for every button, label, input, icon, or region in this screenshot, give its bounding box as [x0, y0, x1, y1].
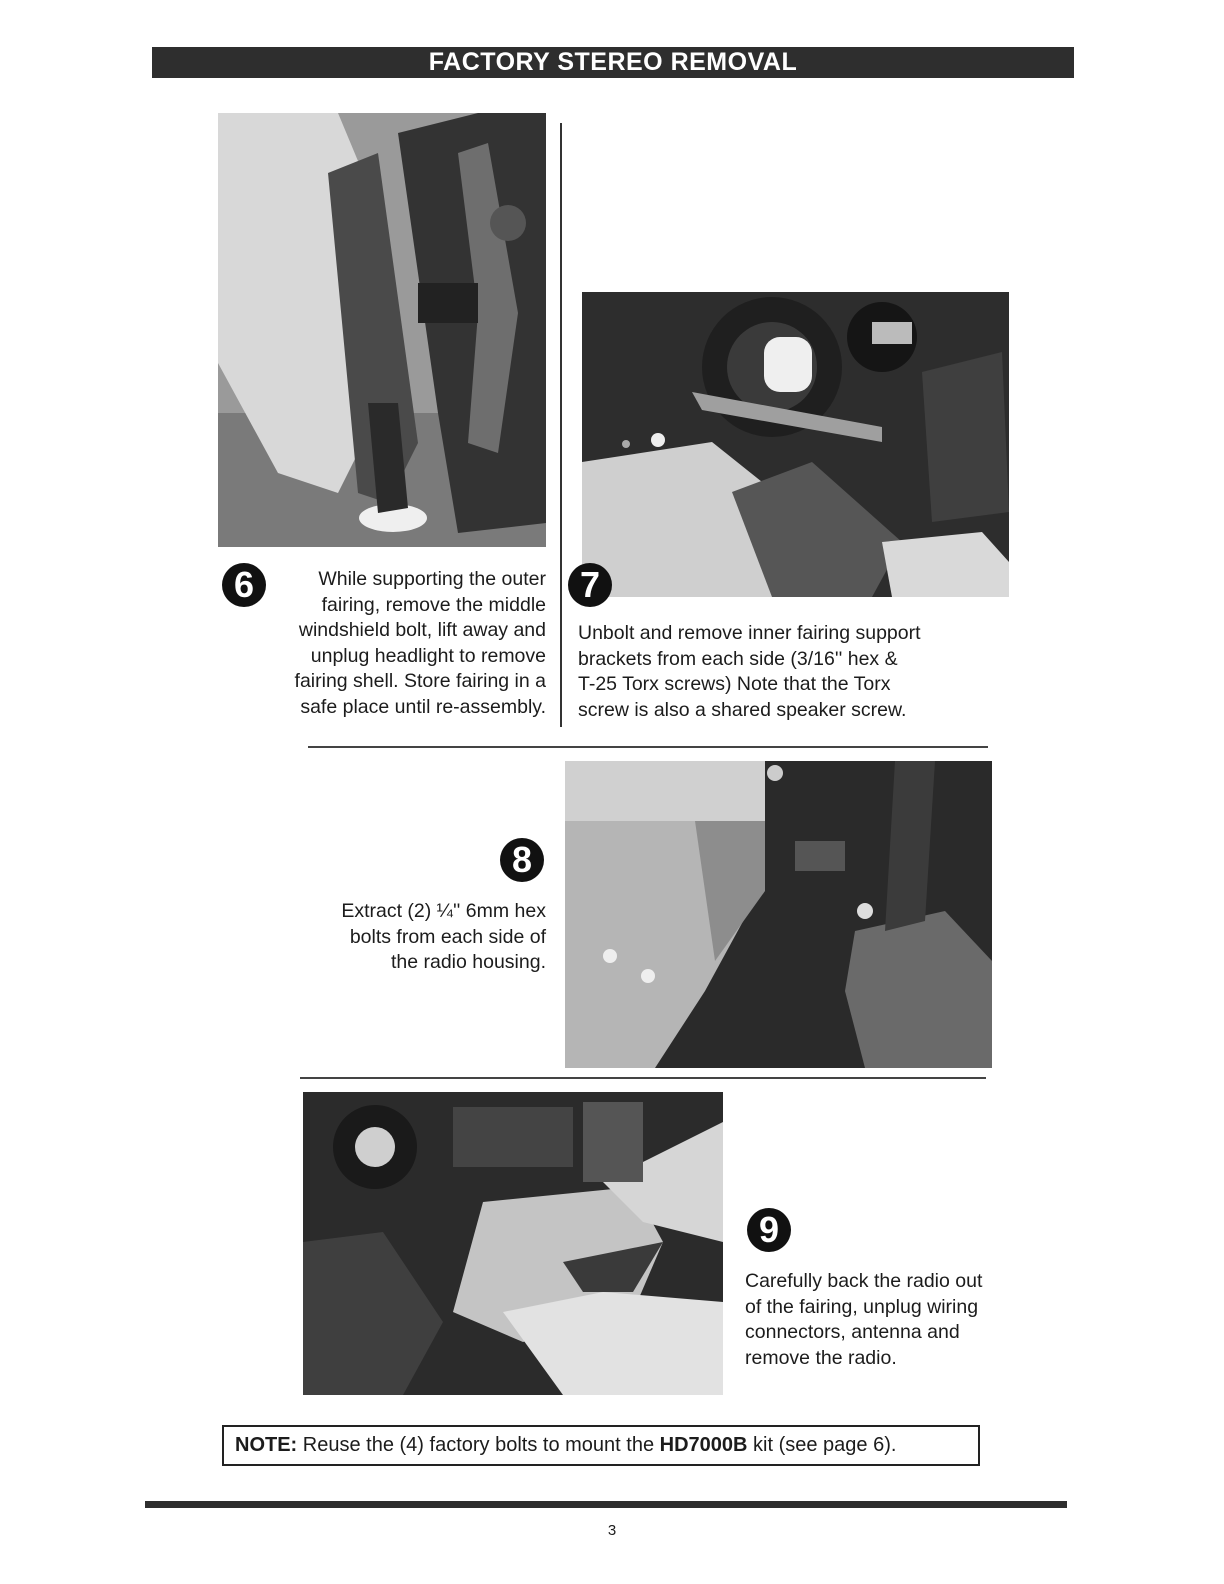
step-9-line: Carefully back the radio out [745, 1270, 983, 1292]
step-7-instructions [578, 621, 1018, 723]
note-text-end: kit (see page 6). [753, 1434, 897, 1456]
step-6-line: unplug headlight to remove [310, 644, 546, 667]
footer-bar [145, 1501, 1067, 1508]
step-6-line: While supporting the outer [318, 568, 546, 590]
section-divider [308, 746, 988, 748]
step-6-instructions [250, 567, 546, 721]
step-8-line: bolts from each side of [349, 925, 546, 948]
step-9-line: of the fairing, unplug wiring [745, 1295, 979, 1318]
step-7-line: screw is also a shared speaker screw. [578, 698, 907, 721]
section-divider [300, 1077, 986, 1079]
step-6-line: fairing shell. Store fairing in a [294, 670, 546, 693]
page-number: 3 [607, 1522, 617, 1539]
step-8-instructions [290, 899, 546, 976]
step-9-badge: 9 [747, 1208, 791, 1252]
step-7-line: brackets from each side (3/16'' hex & [578, 647, 898, 670]
step-9-photo [303, 1092, 723, 1395]
step-8-photo [565, 761, 992, 1068]
note-kit-name: HD7000B [659, 1434, 748, 1456]
step-6-line: windshield bolt, lift away and [298, 619, 546, 642]
note-text: Reuse the (4) factory bolts to mount the [302, 1434, 655, 1456]
note-box [222, 1425, 980, 1466]
step-7-photo [582, 292, 1009, 597]
step-8-badge: 8 [500, 838, 544, 882]
step-7-badge: 7 [568, 563, 612, 607]
step-6-line: fairing, remove the middle [321, 593, 546, 616]
step-7-line: T-25 Torx screws) Note that the Torx [578, 673, 891, 696]
page-title: FACTORY STEREO REMOVAL [428, 48, 798, 76]
note-label: NOTE: [235, 1434, 298, 1456]
step-8-line: Extract (2) ¼'' 6mm hex [341, 900, 546, 922]
step-6-badge: 6 [222, 563, 266, 607]
step-9-instructions [745, 1269, 1045, 1371]
step-8-line: the radio housing. [390, 951, 546, 974]
step-6-line: safe place until re-assembly. [300, 695, 546, 718]
column-divider [560, 123, 562, 727]
page-title-banner [152, 47, 1074, 78]
step-9-line: remove the radio. [745, 1346, 897, 1369]
step-9-line: connectors, antenna and [745, 1321, 960, 1344]
step-7-line: Unbolt and remove inner fairing support [578, 622, 921, 644]
step-6-photo [218, 113, 546, 547]
